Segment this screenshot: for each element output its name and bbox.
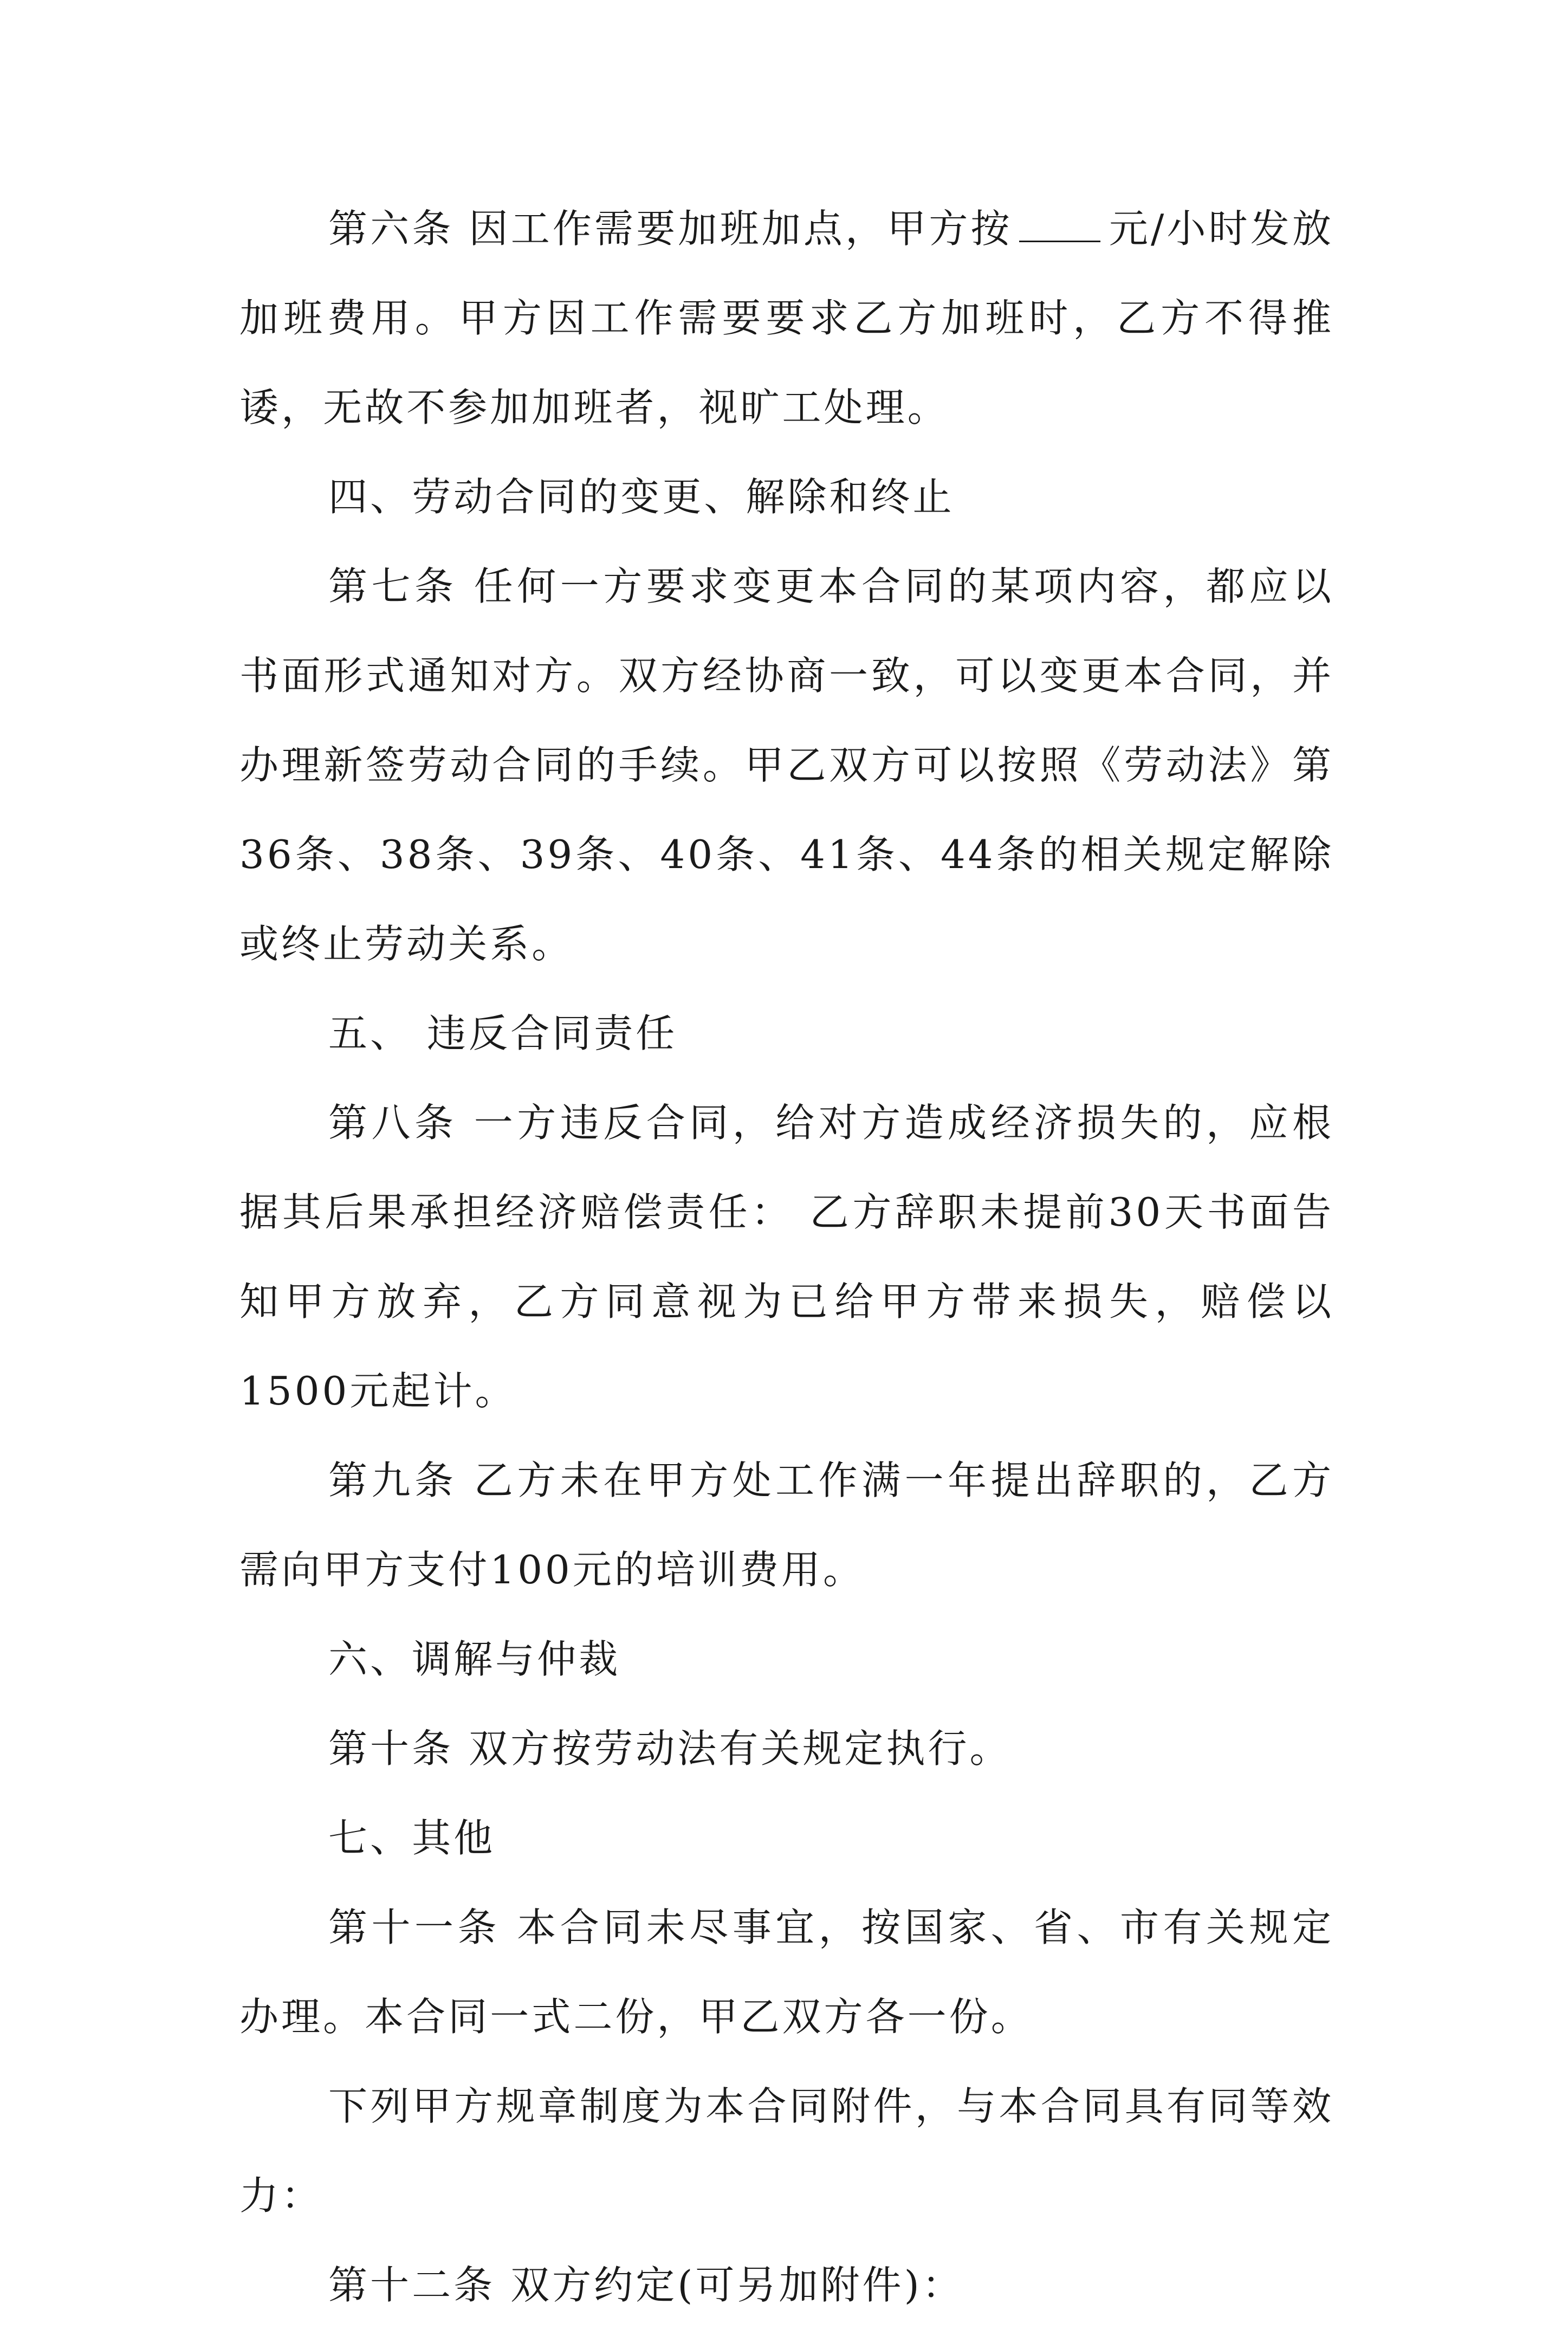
section-4-heading: 四、劳动合同的变更、解除和终止 <box>328 474 955 520</box>
article-11: 第十一条 本合同未尽事宜，按国家、省、市有关规定办理。本合同一式二份，甲乙双方各一份。 <box>239 1905 1334 2040</box>
section-5-heading: 五、 违反合同责任 <box>328 1011 678 1056</box>
article-6-text-end: 元/小时发放加班费用。甲方因工作需要要求乙方加班时，乙方不得推诿，无故不参加加班者，视旷工处理。 <box>239 206 1334 430</box>
article-12: 第十二条 双方约定(可另加附件)： <box>328 2262 964 2308</box>
article-10: 第十条 双方按劳动法有关规定执行。 <box>328 1726 1012 1771</box>
article-6-text-start: 第六条 因工作需要加班加点，甲方按 <box>328 206 1013 251</box>
article-7: 第七条 任何一方要求变更本合同的某项内容，都应以书面形式通知对方。双方经协商一致，可以变更本合同，并办理新签劳动合同的手续。甲乙双方可以按照《劳动法》第36条、38条、39条、40条、41条、44条的相关规定解除或终止劳动关系。 <box>239 564 1334 967</box>
document-body <box>239 184 1334 2330</box>
article-6 <box>239 184 1334 452</box>
attachments-note: 下列甲方规章制度为本合同附件，与本合同具有同等效力： <box>239 2083 1334 2218</box>
section-7-heading: 七、其他 <box>328 1815 496 1861</box>
article-8: 第八条 一方违反合同，给对方造成经济损失的，应根据其后果承担经济赔偿责任： 乙方辞职未提前30天书面告知甲方放弃，乙方同意视为已给甲方带来损失，赔偿以1500元起计。 <box>239 1100 1334 1414</box>
article-9: 第九条 乙方未在甲方处工作满一年提出辞职的，乙方需向甲方支付100元的培训费用。 <box>239 1458 1334 1593</box>
section-6-heading: 六、调解与仲裁 <box>328 1636 621 1682</box>
overtime-rate-blank <box>1019 208 1100 242</box>
